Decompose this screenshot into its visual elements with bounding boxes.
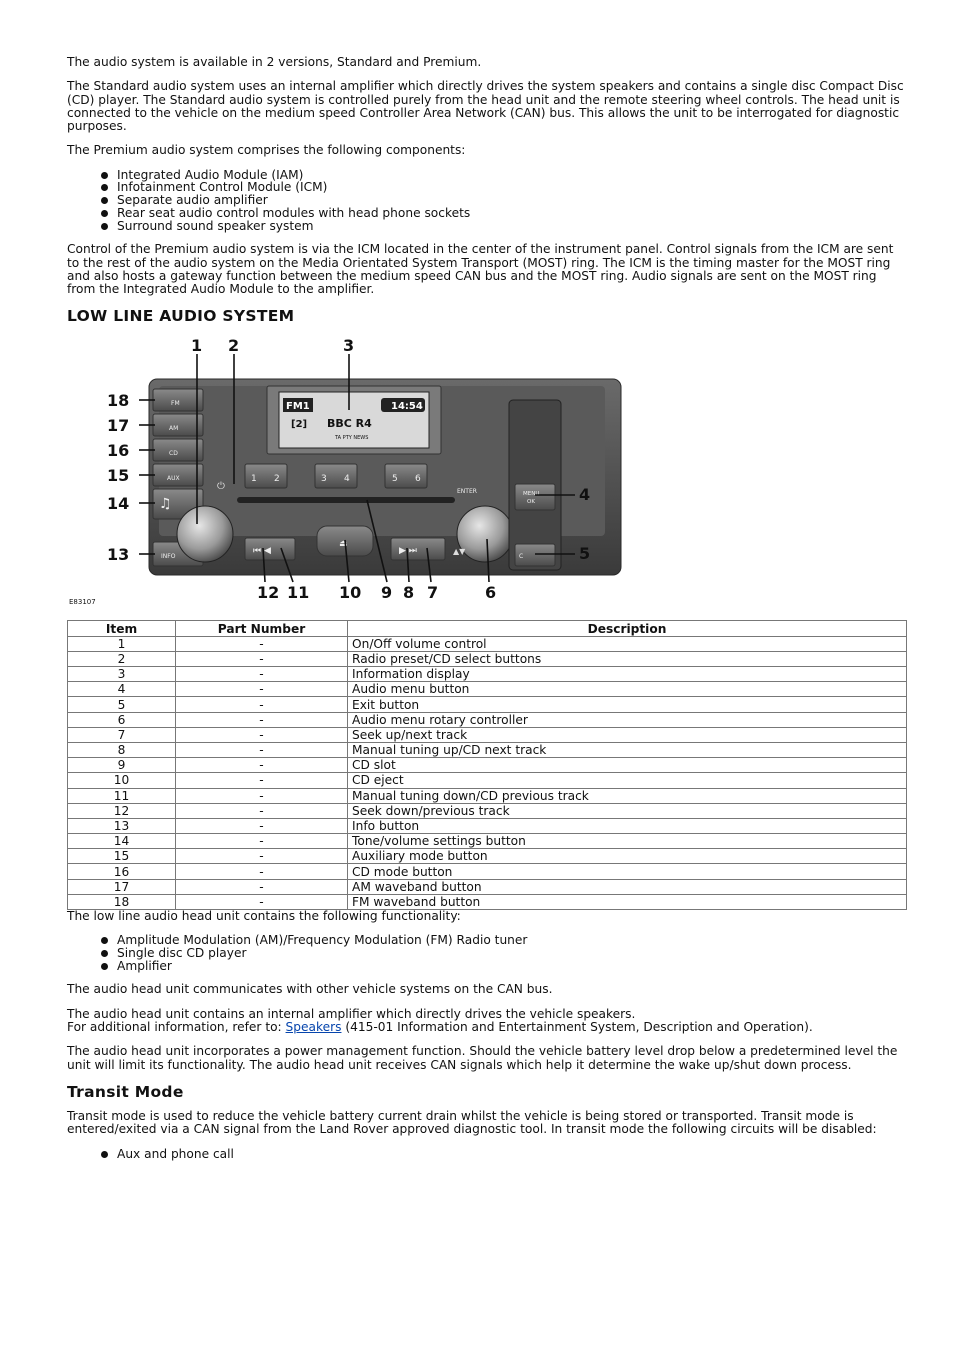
cell-part-number: - xyxy=(176,667,348,682)
cell-item: 14 xyxy=(68,834,176,849)
cd-button-label: CD xyxy=(169,450,178,458)
cell-part-number: - xyxy=(176,697,348,712)
callout-13: 13 xyxy=(107,545,130,565)
eject-icon: ⏏ xyxy=(339,539,348,550)
cell-part-number: - xyxy=(176,788,348,803)
speakers-link[interactable]: Speakers xyxy=(285,1020,342,1035)
paragraph-7-line-1: The audio head unit contains an internal amplifier which directly drives the vehicle speakers. xyxy=(67,1006,636,1021)
header-part-number: Part Number xyxy=(176,621,348,636)
cell-part-number: - xyxy=(176,864,348,879)
cell-item: 3 xyxy=(68,667,176,682)
section-heading-transit-mode: Transit Mode xyxy=(67,1082,184,1101)
cell-part-number: - xyxy=(176,742,348,757)
callout-18: 18 xyxy=(107,391,130,411)
table-row xyxy=(68,864,907,879)
preset-3-label: 3 xyxy=(321,474,327,485)
table-row xyxy=(68,818,907,833)
audio-unit-illustration xyxy=(67,334,643,608)
cell-item: 10 xyxy=(68,773,176,788)
cell-description: Auxiliary mode button xyxy=(348,849,907,864)
display-preset: [2] xyxy=(291,419,308,431)
list-item: Rear seat audio control modules with head phone sockets xyxy=(67,207,907,220)
list-item: Infotainment Control Module (ICM) xyxy=(67,181,907,194)
enter-label: ENTER xyxy=(457,488,477,496)
cell-description: On/Off volume control xyxy=(348,636,907,651)
preset-buttons xyxy=(245,464,427,488)
cell-description: Audio menu button xyxy=(348,682,907,697)
menu-rotary-knob xyxy=(457,506,513,562)
preset-1-label: 1 xyxy=(251,474,257,485)
seek-up-icon: ▶ ⏭ xyxy=(399,546,417,557)
cell-description: Audio menu rotary controller xyxy=(348,712,907,727)
transit-disabled-list xyxy=(67,1148,907,1161)
callout-11: 11 xyxy=(287,583,310,603)
cell-part-number: - xyxy=(176,758,348,773)
power-icon: ⏻ xyxy=(217,481,225,493)
cell-description: FM waveband button xyxy=(348,894,907,909)
cell-part-number: - xyxy=(176,849,348,864)
cell-part-number: - xyxy=(176,818,348,833)
table-row xyxy=(68,636,907,651)
table-row xyxy=(68,667,907,682)
paragraph-8: The audio head unit incorporates a power management function. Should the vehicle battery level drop below a predetermined level the unit will limit its functionality. The audio head unit receives CAN signals which help it determine the wake up/shut down process. xyxy=(67,1044,898,1072)
callout-16: 16 xyxy=(107,441,130,461)
cell-item: 9 xyxy=(68,758,176,773)
callout-4: 4 xyxy=(579,485,591,505)
cell-part-number: - xyxy=(176,803,348,818)
preset-5-label: 5 xyxy=(392,474,398,485)
cell-description: Manual tuning up/CD next track xyxy=(348,742,907,757)
cell-item: 13 xyxy=(68,818,176,833)
callout-1: 1 xyxy=(191,336,203,356)
preset-6-label: 6 xyxy=(415,474,421,485)
list-item: Integrated Audio Module (IAM) xyxy=(67,169,907,182)
table-body xyxy=(68,636,907,909)
table-row xyxy=(68,894,907,909)
table-row xyxy=(68,773,907,788)
paragraph-5: The low line audio head unit contains the following functionality: xyxy=(67,909,461,924)
parts-table xyxy=(67,620,907,910)
cell-description: Info button xyxy=(348,818,907,833)
callout-5: 5 xyxy=(579,544,591,564)
preset-4-label: 4 xyxy=(344,474,350,485)
cell-description: Seek up/next track xyxy=(348,727,907,742)
table-row xyxy=(68,849,907,864)
display-time: 14:54 xyxy=(391,401,423,413)
cell-part-number: - xyxy=(176,712,348,727)
cell-description: CD eject xyxy=(348,773,907,788)
cell-part-number: - xyxy=(176,727,348,742)
intro-paragraph-2: The Standard audio system uses an internal amplifier which directly drives the system speakers and contains a single disc Compact Disc (CD) player. The Standard audio system is controlled purely from the head unit and the remote steering wheel controls. The head unit is connected to the vehicle on the medium speed Controller Area Network (CAN) bus. This allows the unit to be interrogated for diagnostic purposes. xyxy=(67,79,904,134)
display-station: BBC R4 xyxy=(327,417,372,431)
cell-description: Tone/volume settings button xyxy=(348,834,907,849)
c-button-label: C xyxy=(519,553,524,561)
list-item: Amplitude Modulation (AM)/Frequency Modulation (FM) Radio tuner xyxy=(67,934,907,947)
info-button-label: INFO xyxy=(161,553,176,561)
callout-17: 17 xyxy=(107,416,130,436)
table-row xyxy=(68,697,907,712)
music-note-icon: ♫ xyxy=(159,496,172,513)
cell-part-number: - xyxy=(176,894,348,909)
premium-components-list xyxy=(67,169,907,233)
callout-9: 9 xyxy=(381,583,393,603)
list-item: Single disc CD player xyxy=(67,947,907,960)
callout-3: 3 xyxy=(343,336,355,356)
table-row xyxy=(68,651,907,666)
menu-button-label: MENU xyxy=(523,491,540,498)
functionality-list xyxy=(67,934,907,972)
paragraph-7 xyxy=(67,1008,907,1035)
fm-button-label: FM xyxy=(171,400,180,408)
cell-item: 16 xyxy=(68,864,176,879)
callout-7: 7 xyxy=(427,583,439,603)
cell-description: Radio preset/CD select buttons xyxy=(348,651,907,666)
table-row xyxy=(68,682,907,697)
cell-item: 7 xyxy=(68,727,176,742)
list-item: Separate audio amplifier xyxy=(67,194,907,207)
cell-description: CD mode button xyxy=(348,864,907,879)
cell-item: 4 xyxy=(68,682,176,697)
cell-part-number: - xyxy=(176,773,348,788)
cell-item: 5 xyxy=(68,697,176,712)
table-row xyxy=(68,712,907,727)
cd-slot xyxy=(237,497,455,503)
preset-2-label: 2 xyxy=(274,474,280,485)
cell-description: Exit button xyxy=(348,697,907,712)
cell-part-number: - xyxy=(176,651,348,666)
cell-description: Seek down/previous track xyxy=(348,803,907,818)
table-row xyxy=(68,788,907,803)
seek-down-icon: ⏮ ◀ xyxy=(253,546,271,557)
audio-unit-figure xyxy=(67,334,643,608)
up-down-arrows-icon: ▲▼ xyxy=(453,547,466,557)
header-item: Item xyxy=(68,621,176,636)
cell-part-number: - xyxy=(176,636,348,651)
cell-description: Manual tuning down/CD previous track xyxy=(348,788,907,803)
cell-item: 15 xyxy=(68,849,176,864)
cell-item: 18 xyxy=(68,894,176,909)
intro-paragraph-1: The audio system is available in 2 versions, Standard and Premium. xyxy=(67,55,482,69)
display-small-text: TA PTY NEWS xyxy=(335,435,369,442)
cell-item: 6 xyxy=(68,712,176,727)
section-heading-low-line: LOW LINE AUDIO SYSTEM xyxy=(67,307,295,326)
list-item: Amplifier xyxy=(67,960,907,973)
cell-item: 2 xyxy=(68,651,176,666)
table-row xyxy=(68,758,907,773)
callout-14: 14 xyxy=(107,494,130,514)
cell-item: 12 xyxy=(68,803,176,818)
callout-6: 6 xyxy=(485,583,497,603)
table-row xyxy=(68,727,907,742)
paragraph-6: The audio head unit communicates with other vehicle systems on the CAN bus. xyxy=(67,982,553,997)
intro-paragraph-3: The Premium audio system comprises the following components: xyxy=(67,143,466,158)
table-header-row xyxy=(68,621,907,636)
list-item: Aux and phone call xyxy=(67,1148,907,1161)
table-row xyxy=(68,742,907,757)
table-row xyxy=(68,879,907,894)
volume-knob xyxy=(177,506,233,562)
cell-item: 1 xyxy=(68,636,176,651)
am-button-label: AM xyxy=(169,425,179,433)
header-description: Description xyxy=(348,621,907,636)
cell-description: CD slot xyxy=(348,758,907,773)
table-row xyxy=(68,803,907,818)
callout-15: 15 xyxy=(107,466,130,486)
aux-button-label: AUX xyxy=(167,475,180,483)
callout-10: 10 xyxy=(339,583,362,603)
reference-suffix: (415-01 Information and Entertainment System, Description and Operation). xyxy=(341,1020,813,1035)
intro-paragraph-4: Control of the Premium audio system is via the ICM located in the center of the instrument panel. Control signals from the ICM are sent to the rest of the audio system on the Media Orientated System Transport (MOST) ring. The ICM is the timing master for the MOST ring and also hosts a gateway function between the medium speed CAN bus and the MOST ring. Audio signals are sent on the MOST ring from the Integrated Audio Module to the amplifier. xyxy=(67,242,894,297)
ok-button-label: OK xyxy=(527,499,535,506)
cell-part-number: - xyxy=(176,879,348,894)
callout-12: 12 xyxy=(257,583,280,603)
paragraph-9: Transit mode is used to reduce the vehicle battery current drain whilst the vehicle is being stored or transported. Transit mode is entered/exited via a CAN signal from the Land Rover approved diagnostic tool. In transit mode the following circuits will be disabled: xyxy=(67,1108,877,1137)
cell-description: AM waveband button xyxy=(348,879,907,894)
cell-item: 17 xyxy=(68,879,176,894)
figure-reference: E83107 xyxy=(69,598,96,607)
callout-2: 2 xyxy=(228,336,240,356)
list-item: Surround sound speaker system xyxy=(67,220,907,233)
document-page xyxy=(67,56,907,1171)
cell-part-number: - xyxy=(176,834,348,849)
callout-8: 8 xyxy=(403,583,415,603)
cell-part-number: - xyxy=(176,682,348,697)
display-band: FM1 xyxy=(286,401,310,413)
reference-prefix: For additional information, refer to: xyxy=(67,1020,286,1035)
cell-item: 8 xyxy=(68,742,176,757)
cell-description: Information display xyxy=(348,667,907,682)
table-row xyxy=(68,834,907,849)
cell-item: 11 xyxy=(68,788,176,803)
